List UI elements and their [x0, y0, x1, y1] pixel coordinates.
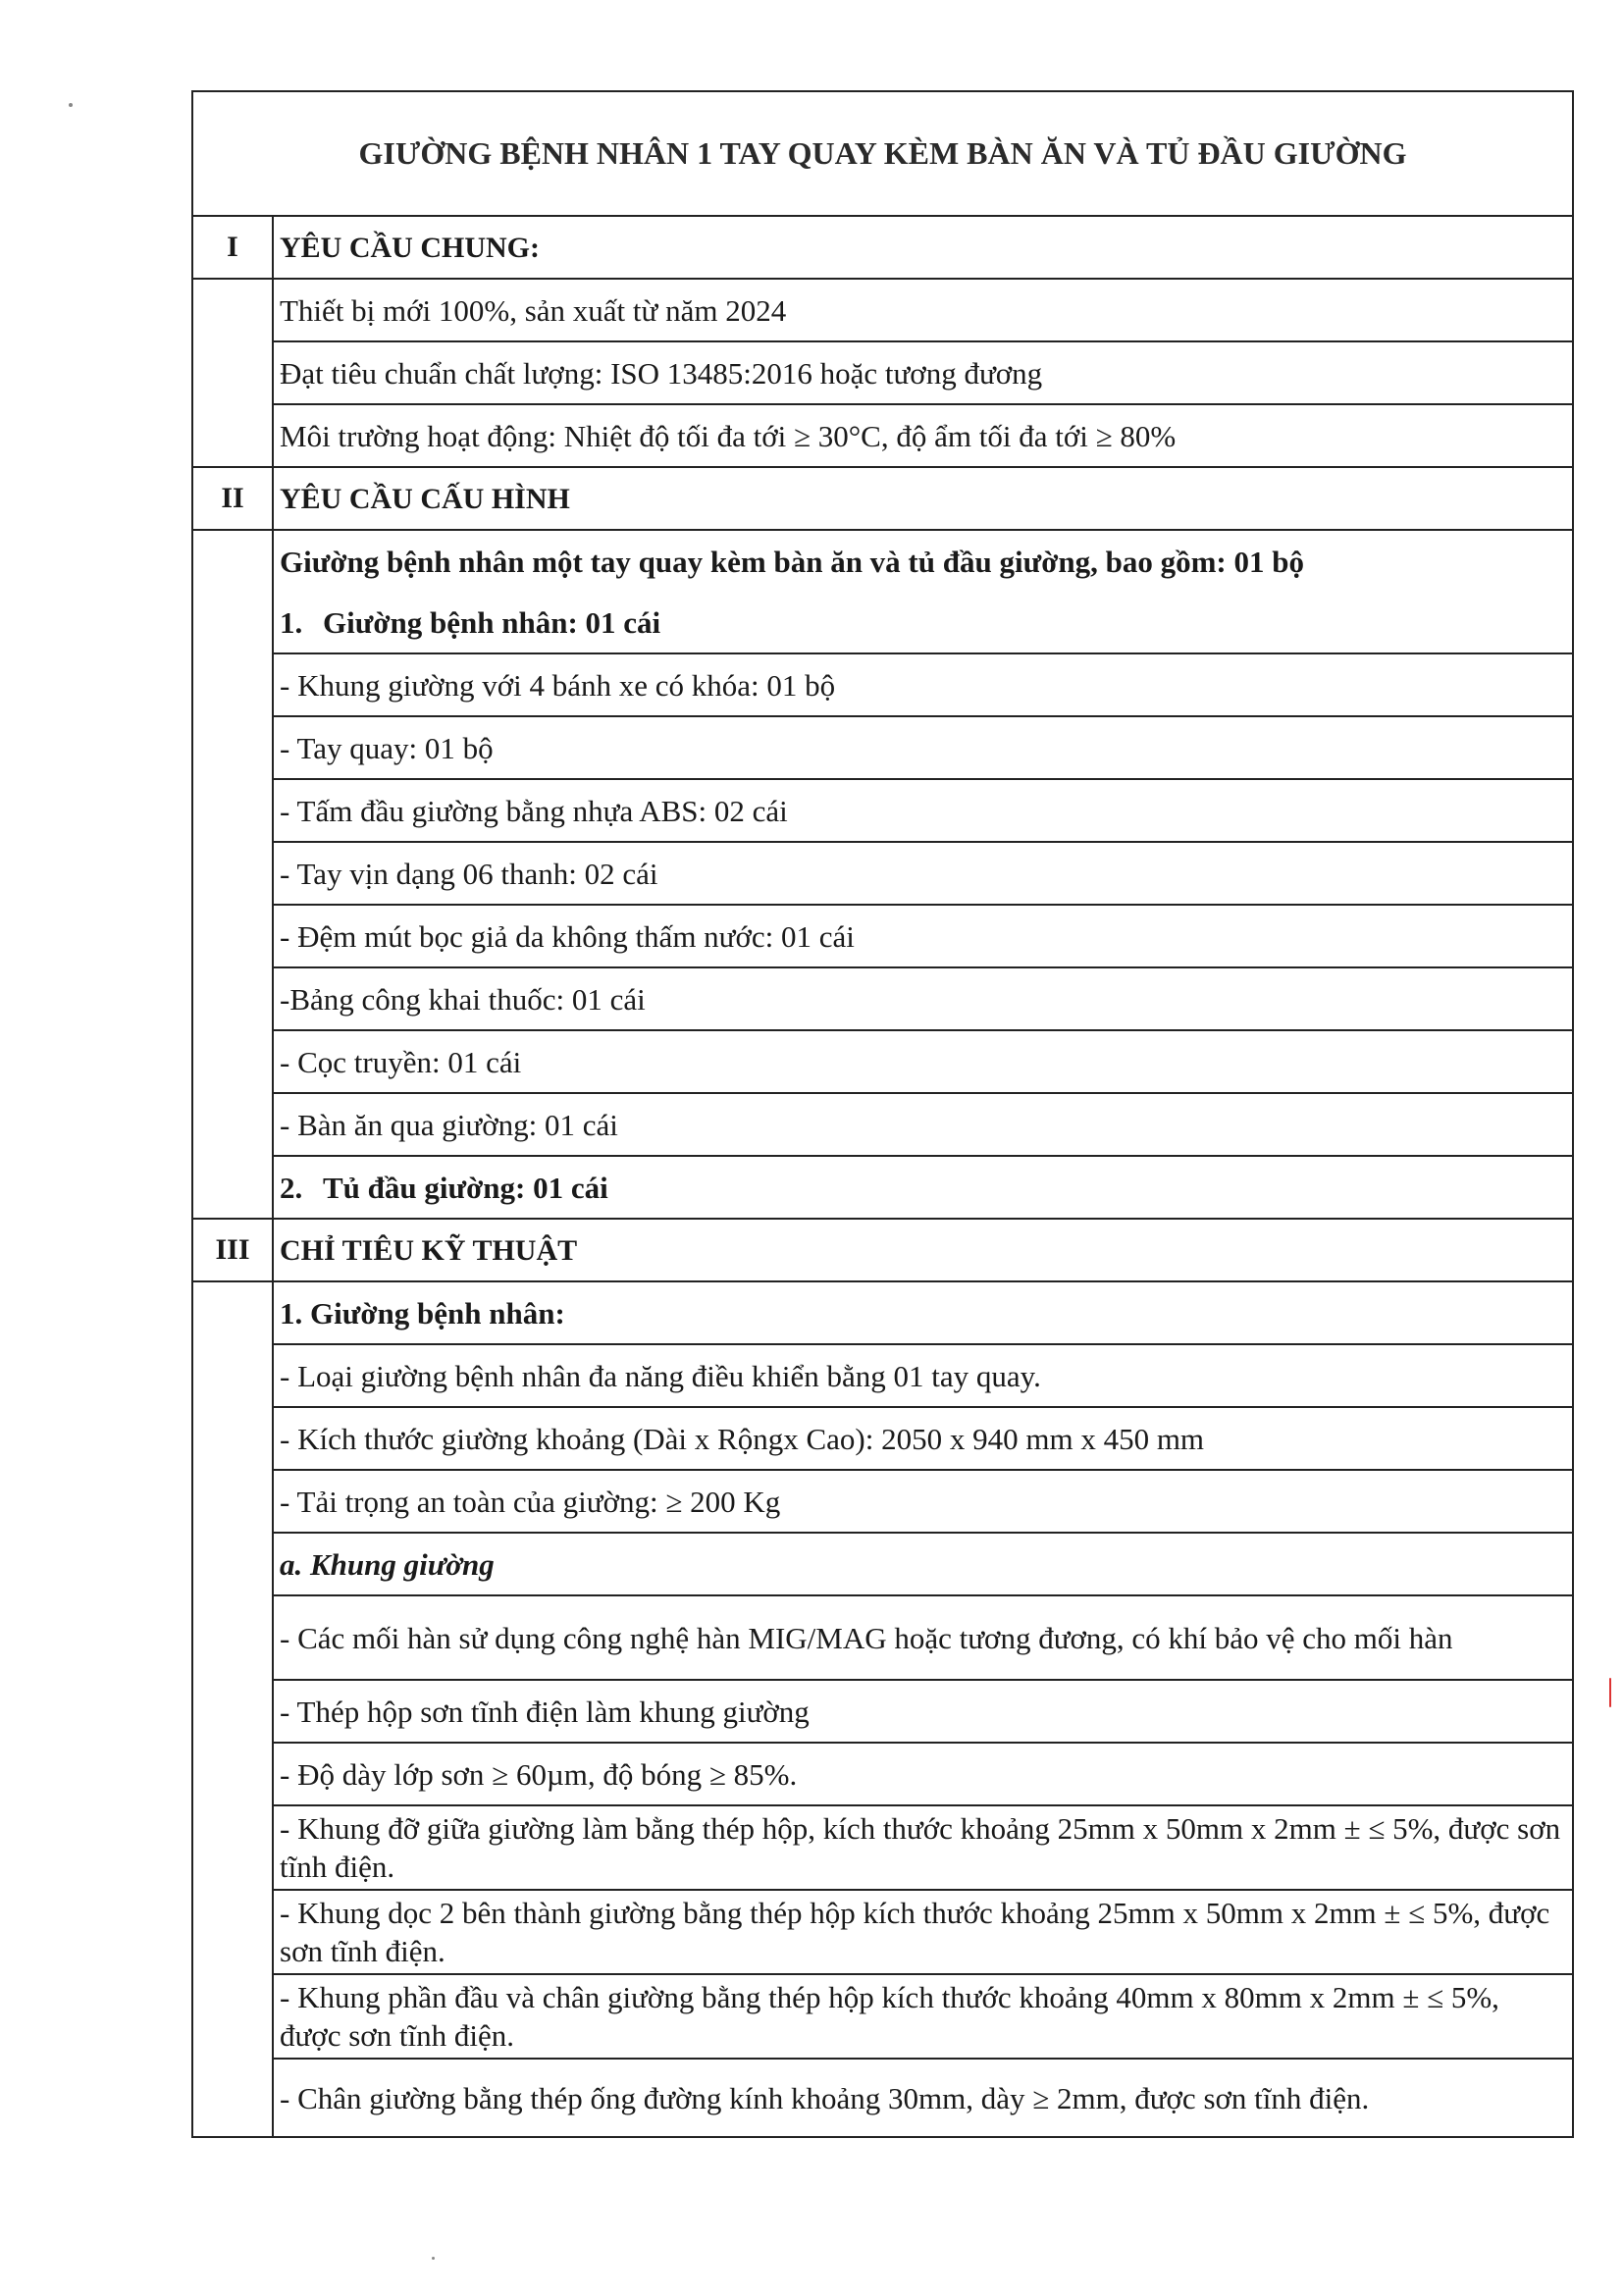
section-1-item: Đạt tiêu chuẩn chất lượng: ISO 13485:2016 hoặc tương đương [280, 355, 1043, 391]
frame-item: - Khung đỡ giữa giường làm bằng thép hộp, kích thước khoảng 25mm x 50mm x 2mm ± ≤ 5%, được sơn tĩnh điện. [280, 1811, 1561, 1884]
config-item: - Cọc truyền: 01 cái [280, 1044, 522, 1079]
config-item: - Bàn ăn qua giường: 01 cái [280, 1107, 618, 1142]
section-1-item: Thiết bị mới 100%, sản xuất từ năm 2024 [280, 292, 787, 328]
section-3-subheading: 1. Giường bệnh nhân: [280, 1295, 565, 1331]
section-3-header-row [193, 1220, 1572, 1282]
section-1-header-row [193, 217, 1572, 280]
frame-item: - Độ dày lớp sơn ≥ 60µm, độ bóng ≥ 85%. [280, 1756, 798, 1792]
section-2-heading: YÊU CẦU CẤU HÌNH [280, 482, 570, 515]
section-3-items [193, 1282, 1572, 2138]
section-2-subheading-2: 2. Tủ đầu giường: 01 cái [280, 1170, 608, 1205]
frame-subheading: a. Khung giường [280, 1546, 495, 1582]
section-3-heading: CHỈ TIÊU KỸ THUẬT [280, 1233, 578, 1267]
frame-item: - Chân giường bằng thép ống đường kính khoảng 30mm, dày ≥ 2mm, được sơn tĩnh điện. [280, 2080, 1370, 2115]
spec-table [191, 90, 1574, 2138]
frame-item: - Các mối hàn sử dụng công nghệ hàn MIG/MAG hoặc tương đương, có khí bảo vệ cho mối hàn [280, 1620, 1453, 1655]
spec-item: - Loại giường bệnh nhân đa năng điều khiển bằng 01 tay quay. [280, 1358, 1041, 1393]
section-2-number: II [193, 468, 274, 529]
config-item: - Tấm đầu giường bằng nhựa ABS: 02 cái [280, 793, 788, 828]
config-item: - Đệm mút bọc giả da không thấm nước: 01 cái [280, 918, 855, 954]
section-2-items [193, 531, 1572, 1220]
spec-item: - Tải trọng an toàn của giường: ≥ 200 Kg [280, 1484, 781, 1519]
section-1-items [193, 280, 1572, 468]
section-2-intro: Giường bệnh nhân một tay quay kèm bàn ăn và tủ đầu giường, bao gồm: 01 bộ [280, 544, 1304, 579]
frame-item: - Khung phần đầu và chân giường bằng thép hộp kích thước khoảng 40mm x 80mm x 2mm ± ≤ 5%, được sơn tĩnh điện. [280, 1980, 1499, 2053]
config-item: - Khung giường với 4 bánh xe có khóa: 01 bộ [280, 667, 836, 703]
section-1-number: I [193, 217, 274, 278]
config-item: - Tay quay: 01 bộ [280, 730, 494, 765]
config-item: -Bảng công khai thuốc: 01 cái [280, 981, 646, 1017]
section-3-number: III [193, 1220, 274, 1280]
scan-mark [1609, 1678, 1611, 1707]
scan-speck [69, 103, 73, 107]
section-1-heading: YÊU CẦU CHUNG: [280, 231, 540, 264]
config-item: - Tay vịn dạng 06 thanh: 02 cái [280, 856, 658, 891]
document-title: GIƯỜNG BỆNH NHÂN 1 TAY QUAY KÈM BÀN ĂN VÀ TỦ ĐẦU GIƯỜNG [193, 92, 1572, 217]
section-1-item: Môi trường hoạt động: Nhiệt độ tối đa tới ≥ 30°C, độ ẩm tối đa tới ≥ 80% [280, 418, 1177, 453]
section-2-subheading-1: 1. Giường bệnh nhân: 01 cái [280, 604, 661, 640]
spec-item: - Kích thước giường khoảng (Dài x Rộngx Cao): 2050 x 940 mm x 450 mm [280, 1421, 1205, 1456]
frame-item: - Khung dọc 2 bên thành giường bằng thép hộp kích thước khoảng 25mm x 50mm x 2mm ± ≤ 5%, được sơn tĩnh điện. [280, 1896, 1550, 1968]
frame-item: - Thép hộp sơn tĩnh điện làm khung giường [280, 1694, 810, 1729]
section-2-header-row [193, 468, 1572, 531]
scan-speck [432, 2257, 435, 2260]
